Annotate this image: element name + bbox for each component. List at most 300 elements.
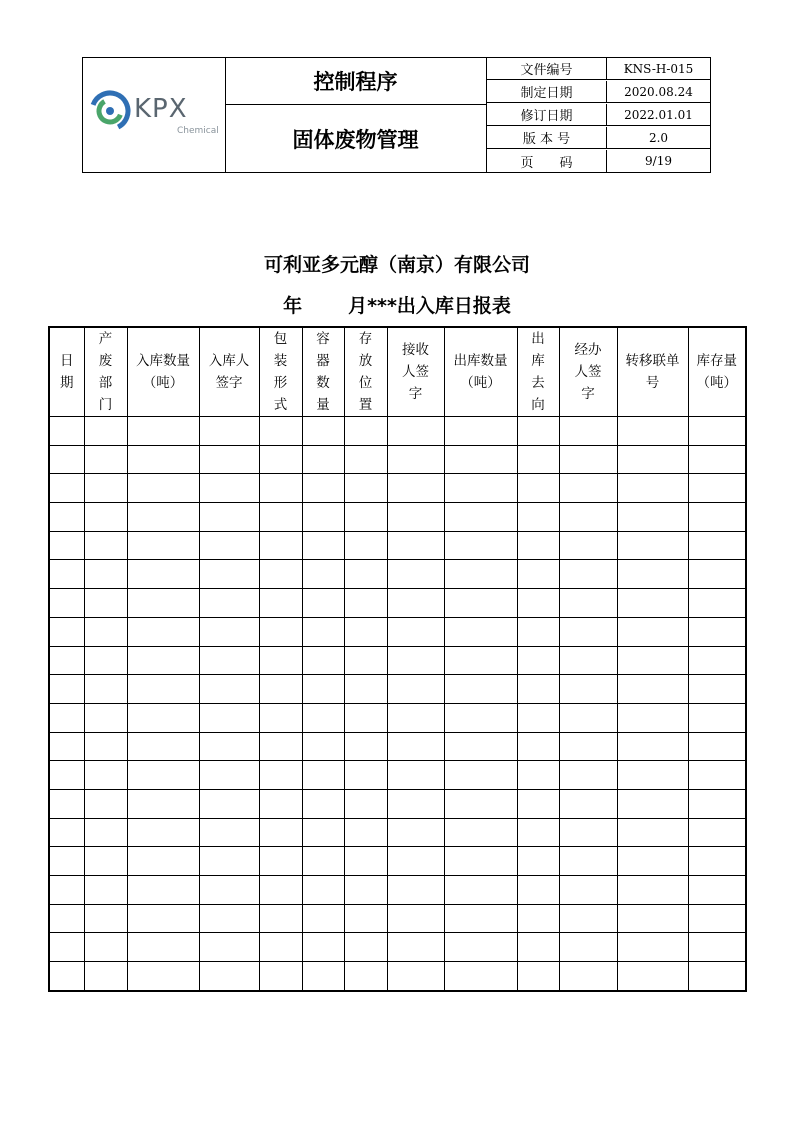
table-cell[interactable]	[84, 675, 127, 704]
table-cell[interactable]	[444, 818, 517, 847]
table-cell[interactable]	[49, 703, 84, 732]
table-cell[interactable]	[302, 732, 344, 761]
table-cell[interactable]	[617, 531, 688, 560]
table-cell[interactable]	[387, 933, 444, 962]
col-header-dept: 产废部门	[84, 327, 127, 417]
table-cell[interactable]	[344, 962, 387, 991]
table-cell[interactable]	[49, 503, 84, 532]
table-cell[interactable]	[84, 962, 127, 991]
table-cell[interactable]	[84, 531, 127, 560]
table-cell[interactable]	[559, 818, 617, 847]
table-row	[49, 876, 746, 905]
table-cell[interactable]	[199, 560, 259, 589]
table-cell[interactable]	[127, 904, 199, 933]
table-cell[interactable]	[49, 904, 84, 933]
table-cell[interactable]	[259, 589, 302, 618]
table-row	[49, 417, 746, 446]
table-row	[49, 818, 746, 847]
table-cell[interactable]	[559, 962, 617, 991]
table-cell[interactable]	[517, 675, 559, 704]
table-cell[interactable]	[84, 732, 127, 761]
table-cell[interactable]	[617, 904, 688, 933]
info-value: 2020.08.24	[624, 84, 693, 99]
table-cell[interactable]	[387, 789, 444, 818]
table-row	[49, 789, 746, 818]
table-cell[interactable]	[688, 847, 746, 876]
table-cell[interactable]	[617, 847, 688, 876]
table-cell[interactable]	[517, 560, 559, 589]
table-cell[interactable]	[688, 560, 746, 589]
table-cell[interactable]	[302, 589, 344, 618]
table-cell[interactable]	[344, 531, 387, 560]
info-label: 页 码	[487, 150, 607, 172]
table-cell[interactable]	[302, 904, 344, 933]
table-cell[interactable]	[444, 876, 517, 905]
table-cell[interactable]	[688, 617, 746, 646]
table-cell[interactable]	[517, 904, 559, 933]
table-cell[interactable]	[617, 417, 688, 446]
table-cell[interactable]	[444, 904, 517, 933]
table-cell[interactable]	[559, 933, 617, 962]
info-label: 制定日期	[487, 81, 607, 102]
info-value: 2.0	[648, 130, 669, 145]
table-cell[interactable]	[517, 818, 559, 847]
table-cell[interactable]	[517, 589, 559, 618]
table-cell[interactable]	[49, 732, 84, 761]
info-row-page	[487, 150, 710, 172]
table-cell[interactable]	[49, 789, 84, 818]
table-cell[interactable]	[302, 675, 344, 704]
table-cell[interactable]	[444, 503, 517, 532]
table-cell[interactable]	[444, 417, 517, 446]
table-cell[interactable]	[49, 818, 84, 847]
table-cell[interactable]	[127, 589, 199, 618]
table-cell[interactable]	[199, 933, 259, 962]
table-cell[interactable]	[127, 876, 199, 905]
table-cell[interactable]	[617, 560, 688, 589]
table-cell[interactable]	[444, 789, 517, 818]
table-cell[interactable]	[559, 589, 617, 618]
table-cell[interactable]	[127, 703, 199, 732]
table-cell[interactable]	[444, 847, 517, 876]
table-row	[49, 933, 746, 962]
table-cell[interactable]	[387, 876, 444, 905]
table-cell[interactable]	[84, 445, 127, 474]
table-cell[interactable]	[444, 732, 517, 761]
table-cell[interactable]	[84, 617, 127, 646]
table-cell[interactable]	[127, 675, 199, 704]
doc-info-table	[487, 58, 710, 172]
table-cell[interactable]	[49, 474, 84, 503]
table-cell[interactable]	[517, 445, 559, 474]
table-cell[interactable]	[259, 789, 302, 818]
table-cell[interactable]	[127, 789, 199, 818]
table-cell[interactable]	[199, 617, 259, 646]
table-cell[interactable]	[444, 560, 517, 589]
table-cell[interactable]	[84, 761, 127, 790]
table-cell[interactable]	[688, 503, 746, 532]
table-cell[interactable]	[444, 962, 517, 991]
table-cell[interactable]	[688, 789, 746, 818]
table-cell[interactable]	[688, 703, 746, 732]
table-cell[interactable]	[199, 445, 259, 474]
table-cell[interactable]	[127, 732, 199, 761]
table-cell[interactable]	[127, 417, 199, 446]
table-cell[interactable]	[344, 445, 387, 474]
table-cell[interactable]	[84, 560, 127, 589]
table-cell[interactable]	[84, 933, 127, 962]
table-cell[interactable]	[444, 445, 517, 474]
table-cell[interactable]	[199, 876, 259, 905]
table-cell[interactable]	[344, 675, 387, 704]
table-cell[interactable]	[559, 445, 617, 474]
table-cell[interactable]	[199, 761, 259, 790]
table-cell[interactable]	[517, 761, 559, 790]
table-cell[interactable]	[49, 847, 84, 876]
table-cell[interactable]	[259, 531, 302, 560]
table-cell[interactable]	[444, 761, 517, 790]
table-cell[interactable]	[688, 962, 746, 991]
table-cell[interactable]	[559, 531, 617, 560]
table-cell[interactable]	[199, 904, 259, 933]
table-cell[interactable]	[199, 531, 259, 560]
table-cell[interactable]	[302, 761, 344, 790]
table-cell[interactable]	[688, 904, 746, 933]
table-cell[interactable]	[444, 675, 517, 704]
table-cell[interactable]	[688, 445, 746, 474]
info-label: 版 本 号	[487, 127, 607, 148]
table-cell[interactable]	[259, 417, 302, 446]
table-cell[interactable]	[688, 589, 746, 618]
table-cell[interactable]	[127, 474, 199, 503]
table-cell[interactable]	[387, 703, 444, 732]
table-cell[interactable]	[387, 818, 444, 847]
table-cell[interactable]	[387, 503, 444, 532]
table-cell[interactable]	[259, 445, 302, 474]
table-cell[interactable]	[302, 847, 344, 876]
table-cell[interactable]	[559, 876, 617, 905]
table-cell[interactable]	[387, 445, 444, 474]
table-cell[interactable]	[302, 417, 344, 446]
table-cell[interactable]	[344, 589, 387, 618]
table-row	[49, 646, 746, 675]
table-cell[interactable]	[199, 847, 259, 876]
table-cell[interactable]	[127, 503, 199, 532]
table-cell[interactable]	[387, 589, 444, 618]
table-cell[interactable]	[517, 646, 559, 675]
table-cell[interactable]	[517, 876, 559, 905]
table-cell[interactable]	[199, 503, 259, 532]
table-cell[interactable]	[559, 617, 617, 646]
table-cell[interactable]	[559, 503, 617, 532]
table-cell[interactable]	[84, 589, 127, 618]
table-cell[interactable]	[259, 646, 302, 675]
table-cell[interactable]	[302, 617, 344, 646]
table-cell[interactable]	[387, 732, 444, 761]
table-cell[interactable]	[688, 646, 746, 675]
table-cell[interactable]	[344, 474, 387, 503]
table-cell[interactable]	[199, 818, 259, 847]
table-cell[interactable]	[84, 474, 127, 503]
table-cell[interactable]	[617, 761, 688, 790]
table-cell[interactable]	[49, 876, 84, 905]
table-cell[interactable]	[444, 646, 517, 675]
table-cell[interactable]	[387, 617, 444, 646]
table-cell[interactable]	[259, 761, 302, 790]
col-header-out-qty: 出库数量（吨）	[444, 327, 517, 417]
table-cell[interactable]	[517, 417, 559, 446]
table-cell[interactable]	[344, 617, 387, 646]
table-cell[interactable]	[259, 474, 302, 503]
table-cell[interactable]	[387, 904, 444, 933]
table-cell[interactable]	[387, 847, 444, 876]
table-cell[interactable]	[617, 474, 688, 503]
table-cell[interactable]	[302, 703, 344, 732]
table-cell[interactable]	[199, 732, 259, 761]
table-cell[interactable]	[259, 703, 302, 732]
table-cell[interactable]	[84, 847, 127, 876]
table-cell[interactable]	[559, 847, 617, 876]
col-header-package: 包装形式	[259, 327, 302, 417]
table-cell[interactable]	[444, 703, 517, 732]
table-cell[interactable]	[199, 789, 259, 818]
table-cell[interactable]	[199, 675, 259, 704]
table-cell[interactable]	[387, 962, 444, 991]
table-row	[49, 904, 746, 933]
table-cell[interactable]	[49, 417, 84, 446]
table-row	[49, 617, 746, 646]
table-cell[interactable]	[617, 876, 688, 905]
table-cell[interactable]	[302, 474, 344, 503]
table-cell[interactable]	[688, 761, 746, 790]
table-cell[interactable]	[387, 646, 444, 675]
table-cell[interactable]	[84, 703, 127, 732]
table-cell[interactable]	[302, 646, 344, 675]
table-cell[interactable]	[688, 474, 746, 503]
table-cell[interactable]	[387, 675, 444, 704]
table-cell[interactable]	[49, 589, 84, 618]
table-cell[interactable]	[559, 646, 617, 675]
table-cell[interactable]	[559, 761, 617, 790]
table-cell[interactable]	[302, 503, 344, 532]
table-cell[interactable]	[617, 789, 688, 818]
table-cell[interactable]	[559, 703, 617, 732]
table-cell[interactable]	[49, 962, 84, 991]
table-cell[interactable]	[84, 503, 127, 532]
table-cell[interactable]	[49, 445, 84, 474]
kpx-swirl-icon	[89, 90, 131, 132]
table-cell[interactable]	[259, 732, 302, 761]
table-cell[interactable]	[559, 789, 617, 818]
daily-report-table	[48, 326, 747, 992]
table-cell[interactable]	[344, 818, 387, 847]
table-cell[interactable]	[387, 560, 444, 589]
table-cell[interactable]	[49, 560, 84, 589]
table-row	[49, 503, 746, 532]
table-cell[interactable]	[617, 617, 688, 646]
table-cell[interactable]	[344, 876, 387, 905]
table-cell[interactable]	[259, 617, 302, 646]
table-cell[interactable]	[344, 847, 387, 876]
table-cell[interactable]	[617, 646, 688, 675]
table-cell[interactable]	[302, 876, 344, 905]
table-cell[interactable]	[517, 703, 559, 732]
table-cell[interactable]	[49, 531, 84, 560]
table-cell[interactable]	[559, 675, 617, 704]
table-cell[interactable]	[617, 818, 688, 847]
table-cell[interactable]	[517, 933, 559, 962]
table-cell[interactable]	[617, 589, 688, 618]
table-cell[interactable]	[559, 560, 617, 589]
table-cell[interactable]	[127, 818, 199, 847]
table-body	[49, 417, 746, 991]
table-cell[interactable]	[259, 560, 302, 589]
table-cell[interactable]	[127, 617, 199, 646]
table-cell[interactable]	[199, 962, 259, 991]
table-cell[interactable]	[444, 474, 517, 503]
table-cell[interactable]	[302, 445, 344, 474]
table-cell[interactable]	[617, 675, 688, 704]
table-row	[49, 703, 746, 732]
table-cell[interactable]	[49, 933, 84, 962]
table-row	[49, 531, 746, 560]
report-year-label: 年	[283, 295, 303, 317]
table-cell[interactable]	[127, 761, 199, 790]
table-cell[interactable]	[127, 646, 199, 675]
col-header-date: 日期	[49, 327, 84, 417]
table-cell[interactable]	[344, 503, 387, 532]
table-cell[interactable]	[199, 474, 259, 503]
table-cell[interactable]	[444, 589, 517, 618]
table-cell[interactable]	[387, 417, 444, 446]
table-cell[interactable]	[259, 847, 302, 876]
table-cell[interactable]	[302, 560, 344, 589]
table-cell[interactable]	[49, 675, 84, 704]
table-cell[interactable]	[49, 646, 84, 675]
table-cell[interactable]	[259, 962, 302, 991]
table-cell[interactable]	[84, 818, 127, 847]
table-cell[interactable]	[259, 933, 302, 962]
table-cell[interactable]	[344, 789, 387, 818]
table-cell[interactable]	[127, 445, 199, 474]
table-cell[interactable]	[344, 904, 387, 933]
table-cell[interactable]	[259, 876, 302, 905]
table-cell[interactable]	[127, 531, 199, 560]
table-cell[interactable]	[259, 904, 302, 933]
table-cell[interactable]	[617, 445, 688, 474]
table-cell[interactable]	[199, 646, 259, 675]
table-cell[interactable]	[259, 503, 302, 532]
table-cell[interactable]	[688, 675, 746, 704]
table-cell[interactable]	[49, 761, 84, 790]
table-cell[interactable]	[517, 789, 559, 818]
table-row	[49, 847, 746, 876]
table-cell[interactable]	[84, 904, 127, 933]
logo-brand: KPX	[134, 94, 188, 124]
table-cell[interactable]	[344, 732, 387, 761]
table-cell[interactable]	[302, 962, 344, 991]
table-cell[interactable]	[344, 703, 387, 732]
table-cell[interactable]	[344, 417, 387, 446]
table-cell[interactable]	[259, 675, 302, 704]
col-header-receiver-sign: 接收人签字	[387, 327, 444, 417]
table-cell[interactable]	[517, 503, 559, 532]
table-cell[interactable]	[344, 933, 387, 962]
table-cell[interactable]	[517, 962, 559, 991]
table-cell[interactable]	[688, 732, 746, 761]
doc-category: 控制程序	[225, 58, 486, 105]
table-cell[interactable]	[344, 761, 387, 790]
table-cell[interactable]	[344, 646, 387, 675]
table-cell[interactable]	[127, 847, 199, 876]
table-cell[interactable]	[127, 560, 199, 589]
table-cell[interactable]	[199, 703, 259, 732]
table-cell[interactable]	[84, 417, 127, 446]
table-cell[interactable]	[559, 732, 617, 761]
table-cell[interactable]	[617, 703, 688, 732]
table-cell[interactable]	[127, 962, 199, 991]
table-cell[interactable]	[617, 962, 688, 991]
table-cell[interactable]	[517, 474, 559, 503]
table-cell[interactable]	[517, 531, 559, 560]
table-cell[interactable]	[127, 933, 199, 962]
table-cell[interactable]	[444, 933, 517, 962]
table-cell[interactable]	[84, 789, 127, 818]
table-cell[interactable]	[199, 417, 259, 446]
table-cell[interactable]	[559, 904, 617, 933]
table-cell[interactable]	[387, 761, 444, 790]
table-cell[interactable]	[444, 617, 517, 646]
table-cell[interactable]	[302, 789, 344, 818]
table-cell[interactable]	[617, 503, 688, 532]
info-row-version	[487, 127, 710, 149]
col-header-transfer-no: 转移联单号	[617, 327, 688, 417]
table-cell[interactable]	[344, 560, 387, 589]
title-cell	[225, 58, 487, 172]
table-cell[interactable]	[259, 818, 302, 847]
table-cell[interactable]	[688, 876, 746, 905]
table-cell[interactable]	[688, 417, 746, 446]
table-cell[interactable]	[84, 876, 127, 905]
logo-cell	[83, 58, 226, 172]
col-header-container-qty: 容器数量	[302, 327, 344, 417]
table-cell[interactable]	[84, 646, 127, 675]
table-cell[interactable]	[387, 474, 444, 503]
table-cell[interactable]	[387, 531, 444, 560]
table-cell[interactable]	[302, 933, 344, 962]
table-cell[interactable]	[302, 818, 344, 847]
report-title	[0, 291, 794, 318]
table-cell[interactable]	[688, 531, 746, 560]
table-cell[interactable]	[49, 617, 84, 646]
table-cell[interactable]	[559, 474, 617, 503]
table-cell[interactable]	[517, 847, 559, 876]
table-cell[interactable]	[559, 417, 617, 446]
doc-title: 固体废物管理	[292, 127, 419, 152]
table-cell[interactable]	[617, 933, 688, 962]
info-row-revised-date	[487, 104, 710, 126]
table-cell[interactable]	[688, 933, 746, 962]
table-cell[interactable]	[517, 732, 559, 761]
table-cell[interactable]	[617, 732, 688, 761]
info-value: 9/19	[645, 154, 672, 168]
table-cell[interactable]	[517, 617, 559, 646]
info-value: 2022.01.01	[624, 107, 693, 122]
table-cell[interactable]	[302, 531, 344, 560]
table-cell[interactable]	[444, 531, 517, 560]
table-cell[interactable]	[688, 818, 746, 847]
table-cell[interactable]	[199, 589, 259, 618]
